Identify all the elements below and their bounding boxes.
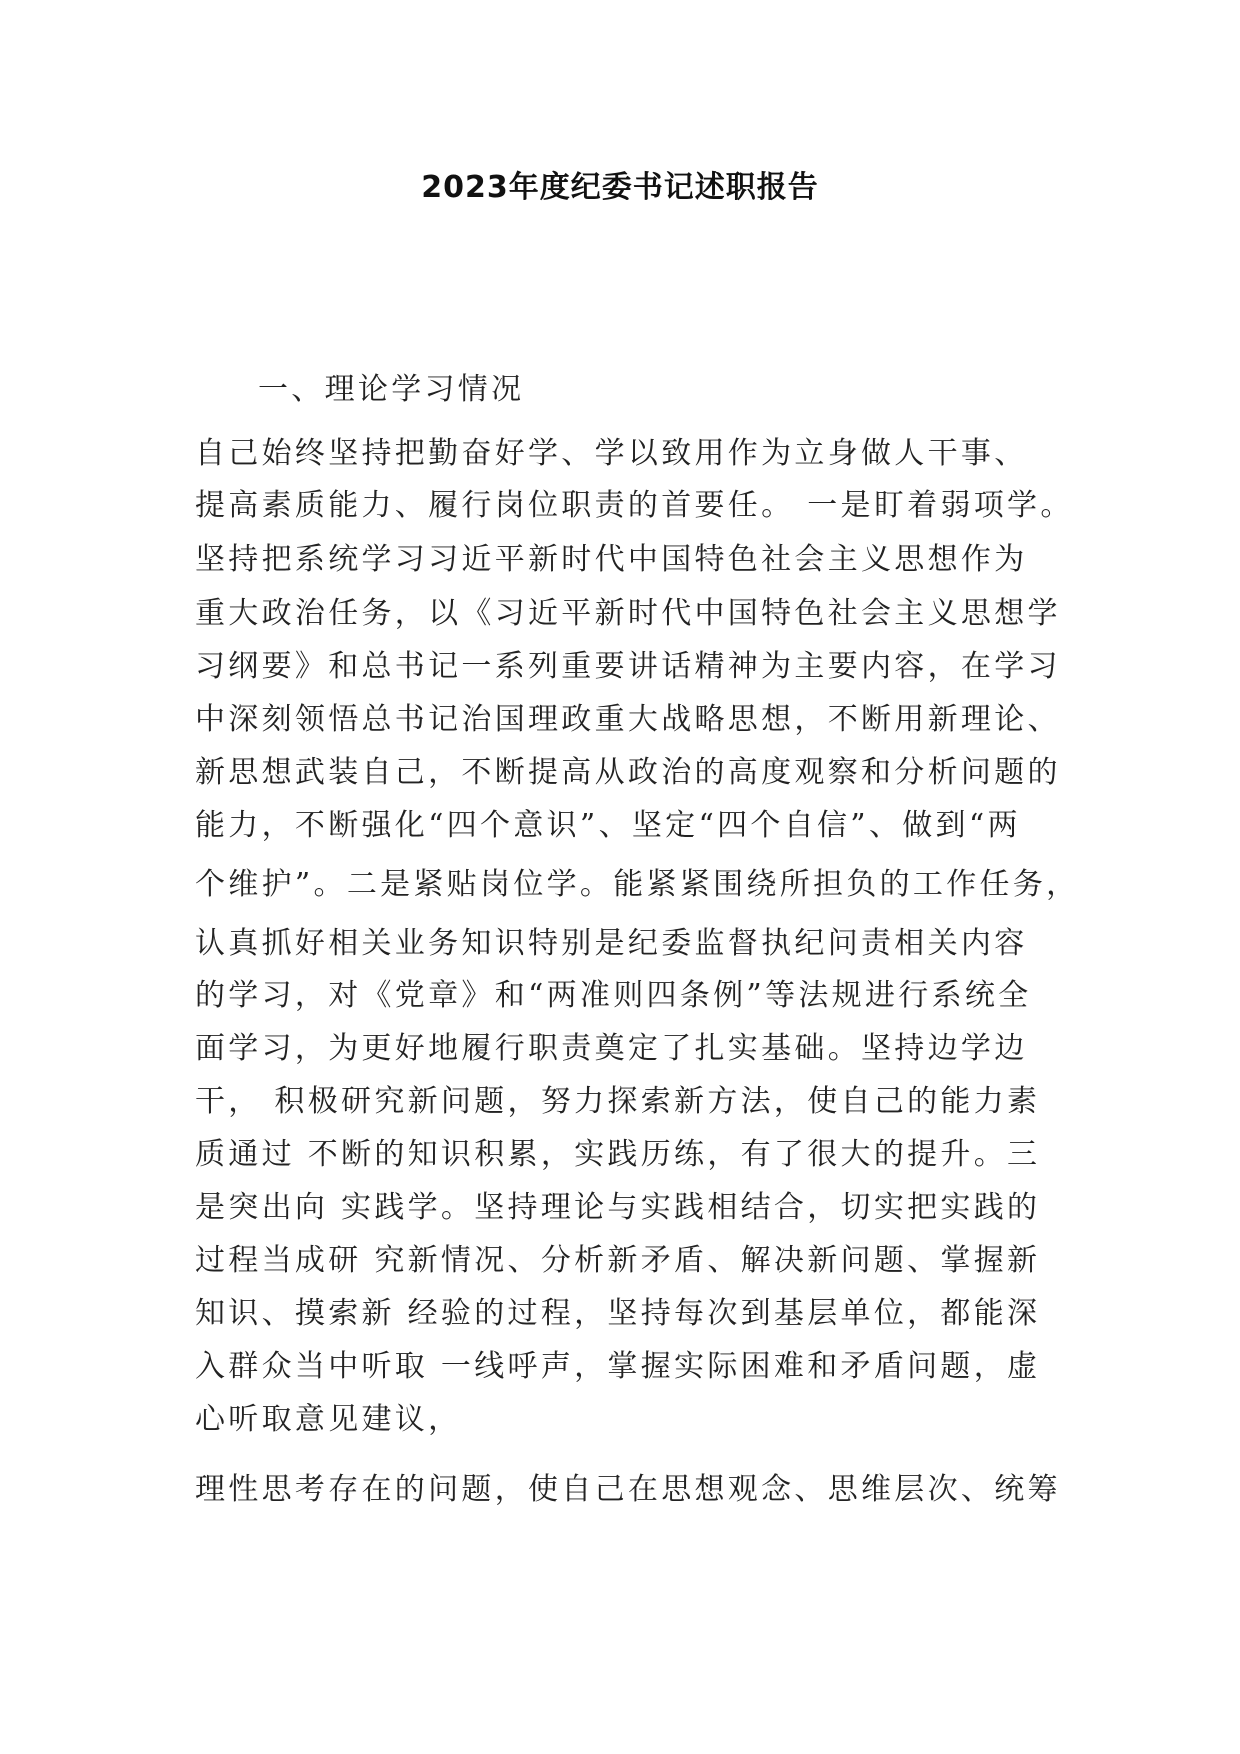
section-heading: 一、理论学习情况 <box>258 372 525 407</box>
body-line-18: 入群众当中听取 一线呼声，掌握实际困难和矛盾问题，虚 <box>195 1349 1041 1384</box>
body-line-19: 心听取意见建议， <box>195 1402 462 1437</box>
body-line-4: 重大政治任务，以《习近平新时代中国特色社会主义思想学 <box>195 596 1061 631</box>
body-line-20: 理性思考存在的问题，使自己在思想观念、思维层次、统筹 <box>195 1472 1061 1507</box>
body-line-13: 干， 积极研究新问题，努力探索新方法，使自己的能力素 <box>195 1084 1041 1119</box>
body-line-8: 能力，不断强化“四个意识”、坚定“四个自信”、做到“两 <box>195 808 1021 843</box>
body-line-2: 提高素质能力、履行岗位职责的首要任。 一是盯着弱项学。 <box>195 488 1074 523</box>
body-line-17: 知识、摸索新 经验的过程，坚持每次到基层单位，都能深 <box>195 1296 1041 1331</box>
body-line-12: 面学习，为更好地履行职责奠定了扎实基础。坚持边学边 <box>195 1031 1028 1066</box>
body-line-9: 个维护”。二是紧贴岗位学。能紧紧围绕所担负的工作任务， <box>195 867 1080 902</box>
body-line-1: 自己始终坚持把勤奋好学、学以致用作为立身做人干事、 <box>195 436 1028 471</box>
body-line-7: 新思想武装自己，不断提高从政治的高度观察和分析问题的 <box>195 755 1061 790</box>
body-line-11: 的学习，对《党章》和“两准则四条例”等法规进行系统全 <box>195 978 1032 1013</box>
body-line-3: 坚持把系统学习习近平新时代中国特色社会主义思想作为 <box>195 542 1028 577</box>
body-line-16: 过程当成研 究新情况、分析新矛盾、解决新问题、掌握新 <box>195 1243 1041 1278</box>
body-line-15: 是突出向 实践学。坚持理论与实践相结合，切实把实践的 <box>195 1190 1041 1225</box>
document-title: 2023年度纪委书记述职报告 <box>421 170 819 205</box>
body-line-10: 认真抓好相关业务知识特别是纪委监督执纪问责相关内容 <box>195 926 1028 961</box>
body-line-14: 质通过 不断的知识积累，实践历练，有了很大的提升。三 <box>195 1137 1041 1172</box>
body-line-6: 中深刻领悟总书记治国理政重大战略思想，不断用新理论、 <box>195 702 1061 737</box>
body-line-5: 习纲要》和总书记一系列重要讲话精神为主要内容，在学习 <box>195 649 1061 684</box>
